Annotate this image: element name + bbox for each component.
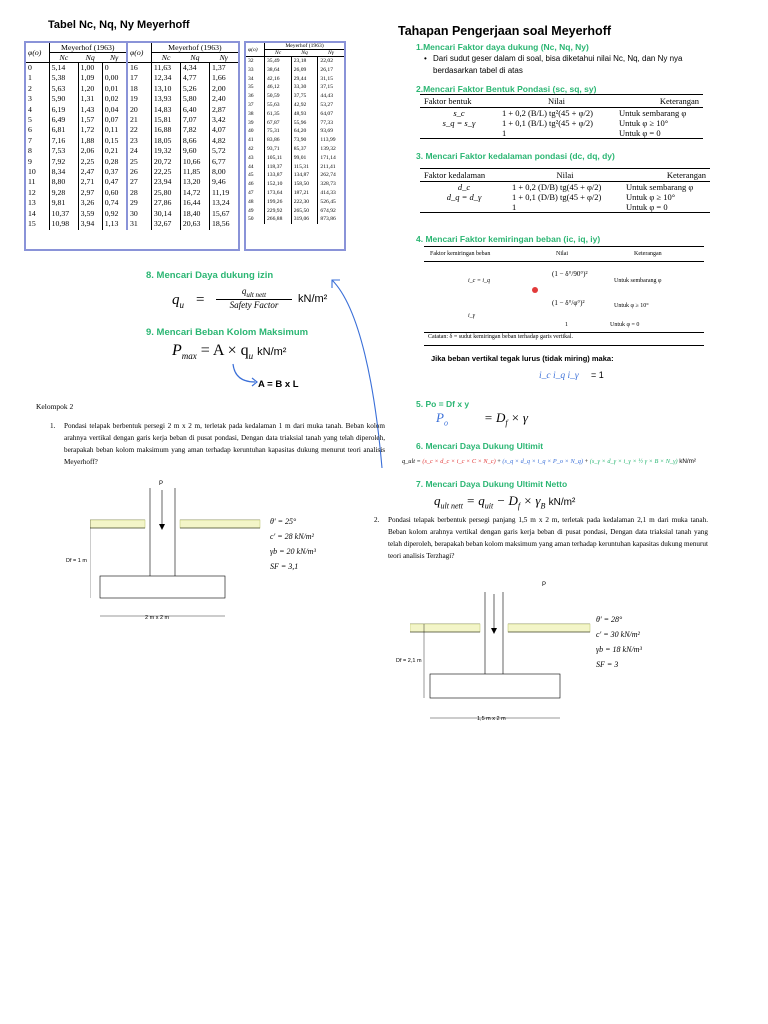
table-row: 38 61,35 48,93 64,07 [248,110,333,117]
table-row: 44 118,37 115,31 211,41 [248,163,336,170]
step-2-title: 2.Mencari Faktor Bentuk Pondasi (sc, sq, sy) [416,84,597,94]
shape-factor-table: Faktor bentuk Nilai Keterangan s_c 1 + 0,2 (B/L) tg²(45 + φ/2) Untuk sembarang φ s_q = s_γ 1 + 0,1 (B/L) tg²(45 + φ/2) Untuk φ ≥ 10° 1 Untuk φ = 0 [420,94,703,139]
ultimate-capacity-formula: q_ult = (s_c × d_c × i_c × C × N_c) + (s_q × d_q × i_q × P_o × N_q) + (s_γ × d_γ × i_γ × ½ γ × B × N_γ) kN/m² [402,458,697,465]
step-1-title: 1.Mencari Faktor daya dukung (Nc, Nq, Ny) [416,42,589,52]
step-1-bullet: • Dari sudut geser dalam di soal, bisa diketahui nilai Nc, Nq, dan Ny nya berdasarkan tabel di atas [424,54,683,75]
column-header: Nγ [318,50,344,57]
net-ultimate-formula: $q_{ult nett} = q_{uit} - D_f \times \gamma_B$ kN/m² [434,493,576,511]
step-5-title: 5. Po = Df x y [416,399,470,409]
column-header: Nq [291,50,318,57]
step-7-title: 7. Mencari Daya Dukung Ultimit Netto [416,479,568,489]
width-label: 2 m x 2 m [145,615,170,621]
table-row: 33 38,64 26,09 26,17 [248,66,333,73]
table-row: 2 5,63 1,20 0,01 18 13,10 5,26 2,00 [28,83,226,93]
step-6-title: 6. Mencari Daya Dukung Ultimit [416,441,544,451]
load-label: P [159,481,164,487]
table-row: 50 266,88 319,06 873,86 [248,216,336,223]
table-row: 45 133,87 134,87 262,74 [248,172,336,179]
column-header: Nγ [102,53,127,63]
table-row: 36 50,59 37,75 44,43 [248,93,333,100]
table-row: 49 229,92 265,50 674,92 [248,207,336,214]
vertical-load-note: Jika beban vertikal tegak lurus (tidak miring) maka: [431,354,614,363]
meyerhof-table-1-grid [26,43,238,230]
table-row: 0 5,14 1,00 0 16 11,63 4,34 1,37 [28,63,226,72]
table-row: 12 9,28 2,97 0,60 28 25,80 14,72 11,19 [28,187,230,197]
table-row: 41 83,86 73,90 113,99 [248,137,336,144]
table-row: 7 7,16 1,88 0,15 23 18,05 8,66 4,82 [28,135,226,145]
phi-header: φ(o) [26,43,49,63]
table-row: 35 46,12 33,30 37,15 [248,84,333,91]
table-row: 34 42,16 29,44 31,15 [248,75,333,82]
table-row: 6 6,81 1,72 0,11 22 16,88 7,82 4,07 [28,125,226,135]
marker-dot-icon [532,287,538,293]
column-header: Nc [49,53,78,63]
depth-label: Df = 1 m [66,558,87,564]
column-header: Nq [78,53,102,63]
table-row: 46 152,10 158,50 328,73 [248,181,336,188]
table-row: 47 173,64 187,21 414,33 [248,189,336,196]
column-header: Nγ [209,53,238,63]
group-header: Meyerhof (1963) [49,43,127,53]
table-row: 10 8,34 2,47 0,37 26 22,25 11,85 8,00 [28,167,226,177]
problem-2-text: 2. Pondasi telapak berbentuk persegi panjang 1,5 m x 2 m, terletak pada kedalaman 2,1 m dari muka tanah. Beban kolom arahnya vertikal dengan garis kerja beban di pusat pondasi, Dengan data triaksial tanah yang telah diperoleh, berapakah beban kolom maksimum yang aman terhadap keruntuhan kapasitas dukung menurut teori analisis Terzhagi? [374,516,708,560]
phi-header: φ(o) [246,43,265,57]
meyerhof-table-1 [24,41,240,251]
group-header: Meyerhof (1963) [151,43,238,53]
depth-factor-table: Faktor kedalaman Nilai Keterangan d_c 1 + 0,2 (D/B) tg(45 + φ/2) Untuk sembarang φ d_q = d_γ 1 + 0,1 (D/B) tg(45 + φ/2) Untuk φ ≥ 10° 1 Untuk φ = 0 [420,168,710,213]
max-load-formula: $P_{max} = A \times q_u$ kN/m² [172,342,287,362]
vertical-load-formula: i_c i_q i_γ = 1 [539,370,604,381]
table-row: 40 75,31 64,20 93,69 [248,128,333,135]
table-row: 48 199,26 222,30 526,45 [248,198,336,205]
width-label: 1,5 m x 2 m [477,716,506,722]
group-label: Kelompok 2 [36,402,74,411]
problem-2-params: θ' = 28° c' = 30 kN/m² γb = 18 kN/m³ SF = 3 [596,615,642,669]
table-row: 39 67,87 55,96 77,33 [248,119,333,126]
table-row: 13 9,81 3,26 0,74 29 27,86 16,44 13,24 [28,198,230,208]
step-4-title: 4. Mencari Faktor kemiringan beban (ic, iq, iy) [416,234,601,244]
allowable-capacity-formula: $q_u$ = $q_{ult nett}$ Safety Factor kN/m² [172,286,328,310]
column-header: Nq [180,53,209,63]
table-row: 37 55,63 42,92 53,27 [248,101,333,108]
meyerhof-table-2-grid [246,43,344,224]
table-row: 32 35,49 23,18 22,02 [248,58,333,64]
table-row: 43 105,11 99,01 171,14 [248,154,336,161]
procedure-title: Tahapan Pengerjaan soal Meyerhoff [398,24,612,38]
phi-header: φ(o) [127,43,151,63]
table-row: 42 93,71 85,37 139,32 [248,145,336,152]
column-header: Nc [151,53,180,63]
table-row: 15 10,98 3,94 1,13 31 32,67 20,63 18,56 [28,219,230,229]
meyerhof-table-2 [244,41,346,251]
table-row: 9 7,92 2,25 0,28 25 20,72 10,66 6,77 [28,156,226,166]
step-3-title: 3. Mencari Faktor kedalaman pondasi (dc, dq, dy) [416,151,615,161]
problem-1-text: 1. Pondasi telapak berbentuk persegi 2 m x 2 m, terletak pada kedalaman 1 m dari muka tanah. Beban kolom arahnya vertikal dengan garis kerja beban di pusat pondasi, Dengan data triaksial tanah yang telah diperoleh, berapakah beban kolom maksimum yang aman terhadap keruntuhan kapasitas dukung menurut teori analisis Meyerhoff? [50,422,385,466]
table-row: 14 10,37 3,59 0,92 30 30,14 18,40 15,67 [28,208,230,218]
table-row: 8 7,53 2,06 0,21 24 19,32 9,60 5,72 [28,146,226,156]
group-header: Meyerhof (1963) [265,43,345,50]
overburden-formula: $P_o$ = $D_f \times \gamma$ [436,410,529,428]
column-header: Nc [265,50,292,57]
table-row: 3 5,90 1,31 0,02 19 13,93 5,80 2,40 [28,94,226,104]
table-row: 11 8,80 2,71 0,47 27 23,94 13,20 9,46 [28,177,226,187]
table-row: 5 6,49 1,57 0,07 21 15,81 7,07 3,42 [28,115,226,125]
depth-label: Df = 2,1 m [396,658,422,664]
table-title: Tabel Nc, Nq, Ny Meyerhoff [48,19,190,31]
problem-1-params: θ' = 25° c' = 28 kN/m² γb = 20 kN/m³ SF = 3,1 [270,517,316,571]
table-row: 1 5,38 1,09 0,00 17 12,34 4,77 1,66 [28,73,226,83]
inclination-factor-table: Faktor kemiringan beban Nilai Keterangan i_c = i_q (1 − δ°/90°)² Untuk sembarang φ i_γ (1 − δ°/φ°)² Untuk φ ≥ 10° 1 Untuk φ = 0 Catatan: δ = sudut kemiringan beban terhadap garis vertikal. [424,246,704,346]
step-8-title: 8. Mencari Daya dukung izin [146,270,274,281]
foundation-1-diagram [66,478,290,628]
load-label: P [542,582,547,588]
area-note: A = B x L [258,379,299,390]
foundation-2-diagram [396,582,610,732]
table-row: 4 6,19 1,43 0,04 20 14,83 6,40 2,87 [28,104,226,114]
step-9-title: 9. Mencari Beban Kolom Maksimum [146,327,309,338]
